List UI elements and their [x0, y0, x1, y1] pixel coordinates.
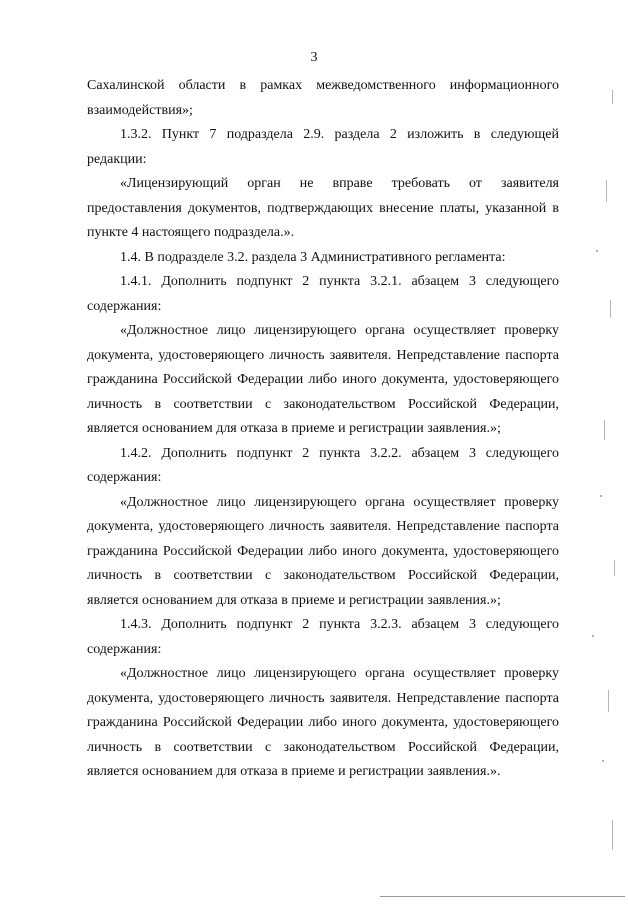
paragraph-1-4-1: 1.4.1. Дополнить подпункт 2 пункта 3.2.1. абзацем 3 следующего содержания:: [87, 274, 559, 314]
paragraph-continuation: Сахалинской области в рамках межведомственного информационного взаимодействия»;: [87, 78, 559, 118]
paragraph-quote-payment: «Лицензирующий орган не вправе требовать от заявителя предоставления документов, подтверждающих внесение платы, указанной в пункте 4 настоящего подраздела.».: [87, 176, 559, 240]
scan-artifact: [604, 420, 605, 440]
document-body: [87, 74, 559, 785]
paragraph-quote-3: «Должностное лицо лицензирующего органа осуществляет проверку документа, удостоверяющего личность заявителя. Непредставление паспорта гражданина Российской Федерации либо иного документа, удостоверяющего личность в соответствии с законодательством Российской Федерации, является основанием для отказа в приеме и регистрации заявления.».: [87, 666, 559, 779]
paragraph-1-4: 1.4. В подразделе 3.2. раздела 3 Административного регламента:: [120, 249, 506, 265]
paragraph-1-4-2: 1.4.2. Дополнить подпункт 2 пункта 3.2.2. абзацем 3 следующего содержания:: [87, 445, 559, 485]
scan-artifact: [608, 690, 609, 712]
page-number: 3: [310, 50, 318, 65]
scan-artifact: [614, 560, 615, 576]
scan-artifact: [600, 495, 602, 497]
scan-artifact: [606, 180, 607, 202]
scan-artifact: [592, 635, 594, 637]
paragraph-1-3-2: 1.3.2. Пункт 7 подраздела 2.9. раздела 2 изложить в следующей редакции:: [87, 127, 559, 167]
paragraph-quote-1: «Должностное лицо лицензирующего органа осуществляет проверку документа, удостоверяющего личность заявителя. Непредставление паспорта гражданина Российской Федерации либо иного документа, удостоверяющего личность в соответствии с законодательством Российской Федерации, является основанием для отказа в приеме и регистрации заявления.»;: [87, 323, 559, 436]
scan-artifact: [602, 760, 604, 762]
scan-artifact: [610, 300, 611, 318]
scan-edge-line: [380, 896, 625, 897]
scan-artifact: [612, 90, 613, 104]
paragraph-1-4-3: 1.4.3. Дополнить подпункт 2 пункта 3.2.3. абзацем 3 следующего содержания:: [87, 617, 559, 657]
scan-artifact: [596, 250, 598, 252]
scan-artifact: [612, 820, 613, 850]
paragraph-quote-2: «Должностное лицо лицензирующего органа осуществляет проверку документа, удостоверяющего личность заявителя. Непредставление паспорта гражданина Российской Федерации либо иного документа, удостоверяющего личность в соответствии с законодательством Российской Федерации, является основанием для отказа в приеме и регистрации заявления.»;: [87, 494, 559, 608]
